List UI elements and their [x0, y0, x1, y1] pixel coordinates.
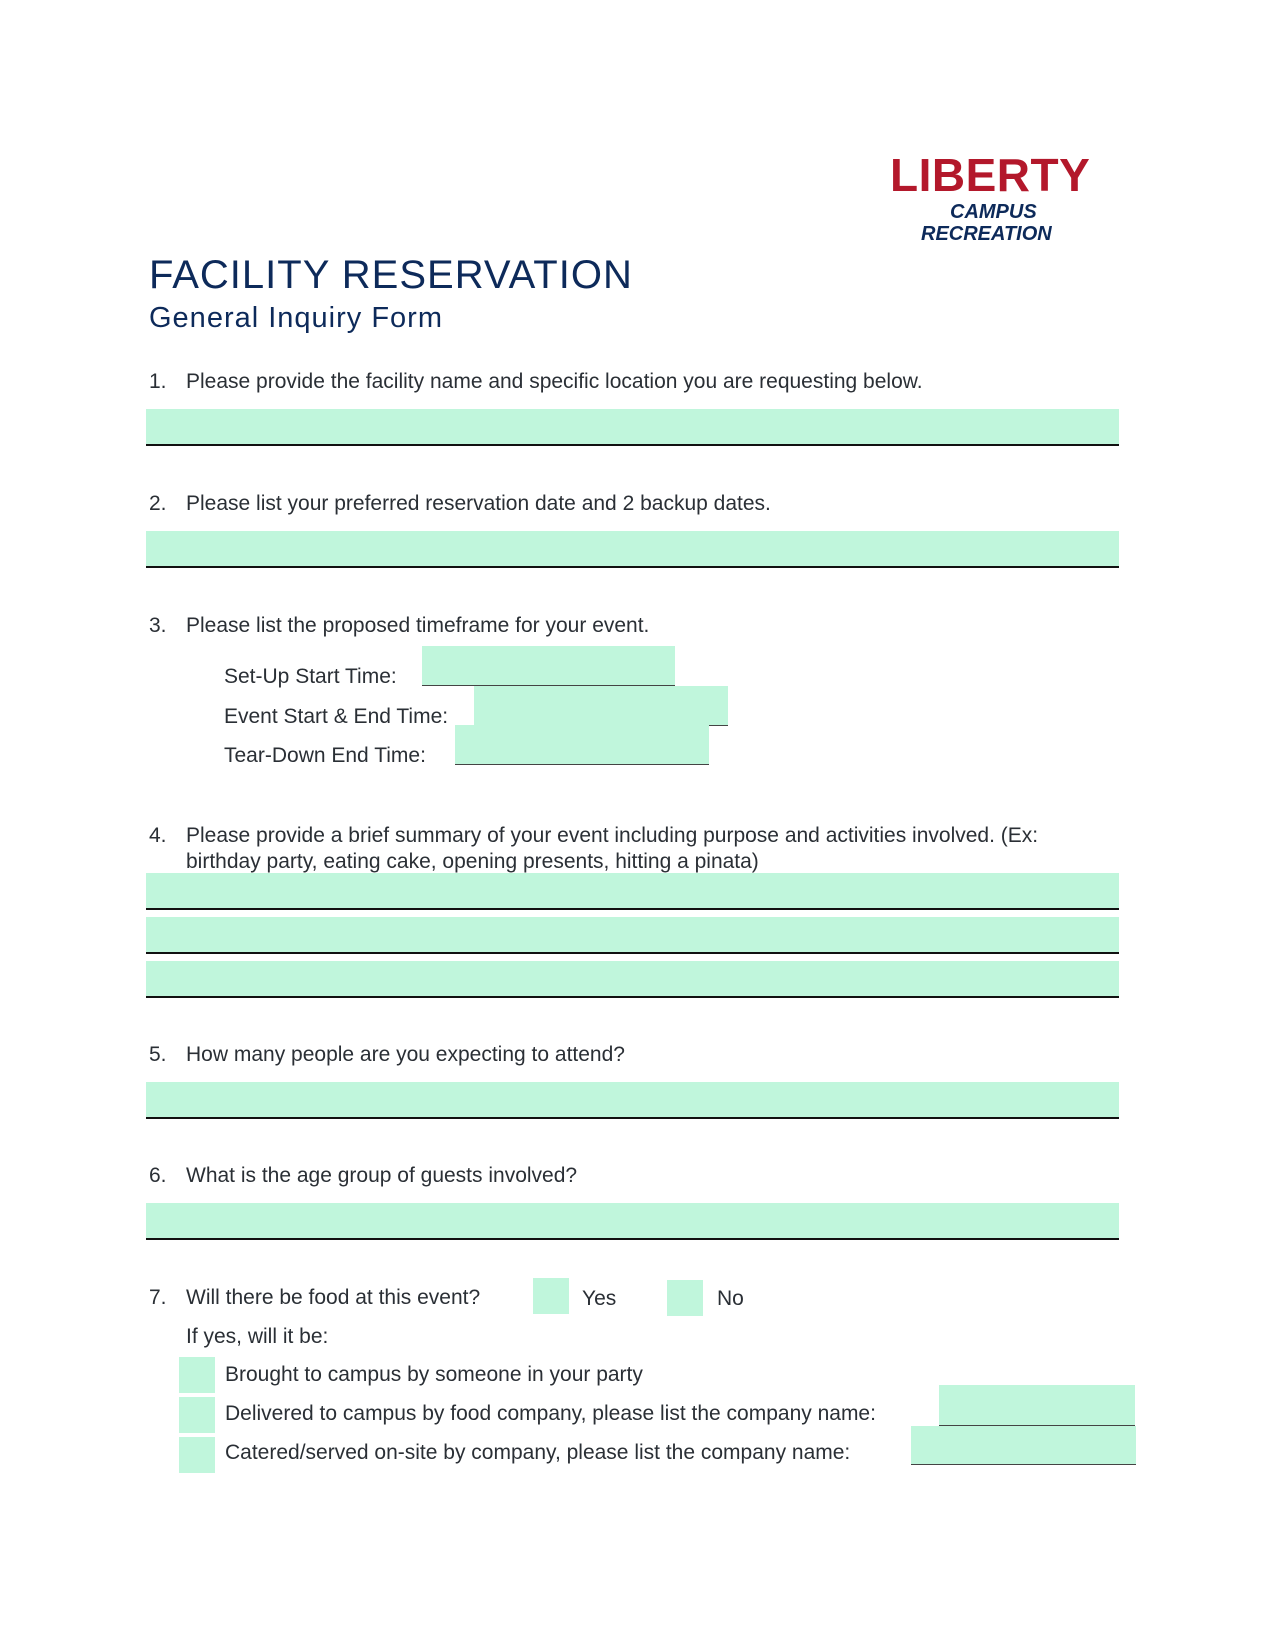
setup-start-label: Set-Up Start Time: — [224, 665, 397, 688]
question-7 — [149, 1287, 480, 1308]
event-summary-field-1[interactable] — [146, 873, 1119, 910]
question-text: How many people are you expecting to attend? — [186, 1043, 625, 1066]
question-3 — [149, 615, 649, 636]
if-yes-label: If yes, will it be: — [186, 1325, 329, 1348]
setup-start-field[interactable] — [422, 646, 675, 686]
question-text: Please provide a brief summary of your event including purpose and activities involved. (Ex: — [186, 824, 1039, 847]
page-subtitle: General Inquiry Form — [149, 302, 443, 334]
question-number: 2. — [149, 492, 167, 515]
food-option-brought-label: Brought to campus by someone in your party — [225, 1363, 643, 1386]
food-yes-checkbox[interactable] — [533, 1278, 569, 1314]
teardown-end-label: Tear-Down End Time: — [224, 744, 426, 767]
question-6 — [149, 1165, 577, 1186]
page-title: FACILITY RESERVATION — [149, 253, 633, 297]
food-option-brought-checkbox[interactable] — [179, 1357, 215, 1393]
catering-company-field[interactable] — [911, 1426, 1136, 1465]
question-number: 5. — [149, 1043, 167, 1066]
question-number: 1. — [149, 370, 167, 393]
reservation-dates-field[interactable] — [146, 531, 1119, 568]
event-start-end-label: Event Start & End Time: — [224, 705, 449, 728]
food-no-label: No — [717, 1287, 744, 1310]
question-text: Please list your preferred reservation date and 2 backup dates. — [186, 492, 771, 515]
event-start-end-field[interactable] — [474, 686, 728, 726]
logo-liberty: LIBERTY — [890, 149, 1091, 201]
question-text: Please list the proposed timeframe for your event. — [186, 614, 650, 637]
delivery-company-field[interactable] — [939, 1385, 1135, 1426]
question-text: Will there be food at this event? — [186, 1286, 481, 1309]
age-group-field[interactable] — [146, 1203, 1119, 1240]
question-text: Please provide the facility name and specific location you are requesting below. — [186, 370, 923, 393]
question-number: 6. — [149, 1164, 167, 1187]
question-number: 4. — [149, 824, 167, 847]
question-number: 3. — [149, 614, 167, 637]
food-option-catered-checkbox[interactable] — [179, 1437, 215, 1473]
facility-location-field[interactable] — [146, 409, 1119, 446]
event-summary-field-3[interactable] — [146, 961, 1119, 998]
logo-recreation: RECREATION — [921, 223, 1052, 245]
question-5 — [149, 1044, 625, 1065]
food-option-delivered-label: Delivered to campus by food company, please list the company name: — [225, 1402, 876, 1425]
question-text: What is the age group of guests involved? — [186, 1164, 578, 1187]
question-1 — [149, 371, 923, 392]
food-yes-label: Yes — [582, 1287, 617, 1310]
question-4-continued: birthday party, eating cake, opening presents, hitting a pinata) — [186, 850, 759, 873]
food-option-delivered-checkbox[interactable] — [179, 1397, 215, 1433]
question-number: 7. — [149, 1286, 167, 1309]
question-2 — [149, 493, 771, 514]
attendance-field[interactable] — [146, 1082, 1119, 1119]
food-option-catered-label: Catered/served on-site by company, please list the company name: — [225, 1441, 851, 1464]
food-no-checkbox[interactable] — [667, 1280, 703, 1316]
logo-campus: CAMPUS — [950, 201, 1037, 223]
teardown-end-field[interactable] — [455, 725, 709, 765]
event-summary-field-2[interactable] — [146, 917, 1119, 954]
question-4 — [149, 825, 1038, 846]
